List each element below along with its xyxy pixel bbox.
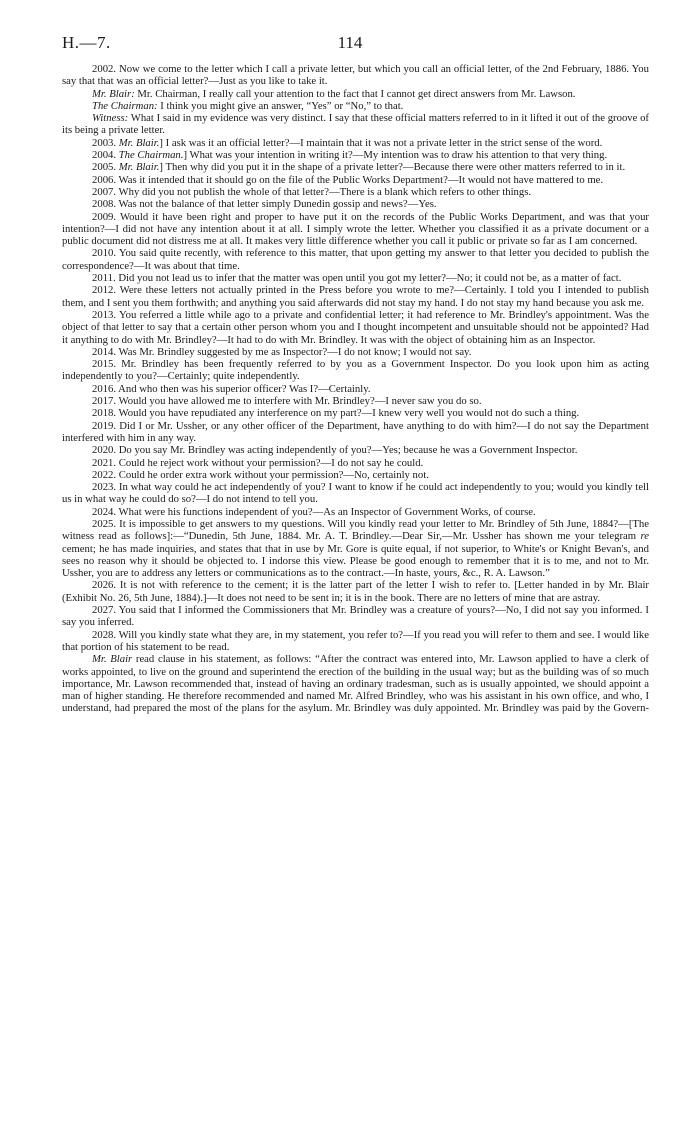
text-run: 2004.	[92, 149, 119, 162]
text-run: 2011. Did you not lead us to infer that the matter was open until you got my letter?—No; it could not be, as a matter of fact.	[92, 272, 622, 285]
paragraph	[62, 161, 649, 173]
text-run: I think you might give an answer, “Yes” or “No,” to that.	[157, 99, 404, 112]
italic-text: The Chairman.	[118, 149, 184, 162]
paragraph	[62, 579, 649, 604]
text-run: 2021. Could he reject work without your permission?—I do not say he could.	[92, 456, 424, 469]
text-run: 2006. Was it intended that it should go on the file of the Public Works Department?—It would not have mattered to me.	[92, 173, 604, 186]
text-run: 2023. In what way could he act independently of you? I want to know if he could act independently to you; would you kindly tell us in what way he could do so?—I do not intend to tell you.	[62, 481, 649, 506]
paragraph	[62, 518, 649, 579]
paragraph	[62, 481, 649, 506]
italic-text: Witness:	[92, 112, 129, 125]
text-run: 2010. You said quite recently, with reference to this matter, that upon getting my answer to that letter you decided to publish the correspondence?—It was about that time.	[62, 247, 649, 272]
text-run: 2020. Do you say Mr. Brindley was acting independently of you?—Yes; because he was a Government Inspector.	[92, 444, 578, 457]
text-run: 2005.	[92, 161, 119, 174]
paragraph	[62, 272, 649, 284]
text-run: 2028. Will you kindly state what they are, in my statement, you refer to?—If you read you will refer to them and see. I would like that portion of his statement to be read.	[62, 628, 649, 653]
text-run: What I said in my evidence was very distinct. I say that these official matters referred to in it lifted it out of the groove of its being a private letter.	[62, 112, 649, 137]
paragraph	[62, 186, 649, 198]
paragraph	[62, 420, 649, 445]
text-run: 2025. It is impossible to get answers to my questions. Will you kindly read your letter to Mr. Brindley of 5th June, 1884?—[The witness read as follows]:—“Dunedin, 5th June, 1884. Mr. A. T. Brindley.—Dear Sir,—Mr. Ussher has shown me your telegram	[62, 517, 649, 543]
text-run: 2008. Was not the balance of that letter simply Dunedin gossip and news?—Yes.	[92, 198, 437, 211]
paragraph	[62, 358, 649, 383]
page-header	[62, 33, 638, 55]
italic-text: Mr. Blair.	[118, 136, 160, 149]
italic-text: Mr. Blair:	[92, 87, 135, 100]
evidence-text	[62, 63, 649, 715]
text-run: 2017. Would you have allowed me to interfere with Mr. Brindley?—I never saw you do so.	[92, 395, 482, 408]
text-run: 2012. Were these letters not actually printed in the Press before you wrote to me?—Certainly. I told you I intended to publish them, and I sent you them forthwith; and anything you said afterwards did not stay my hand. I do not stay my hand because you ask me.	[62, 284, 649, 309]
text-run: 2022. Could he order extra work without your permission?—No, certainly not.	[92, 468, 429, 481]
paragraph	[62, 112, 649, 137]
paragraph	[62, 395, 649, 407]
paragraph	[62, 211, 649, 248]
paragraph	[62, 100, 649, 112]
paragraph	[62, 506, 649, 518]
paragraph	[62, 63, 649, 88]
italic-text: Mr. Blair.	[118, 161, 160, 174]
paragraph	[62, 407, 649, 419]
text-run: 2014. Was Mr. Brindley suggested by me as Inspector?—I do not know; I would not say.	[92, 345, 472, 358]
paragraph	[62, 383, 649, 395]
text-run: 2002. Now we come to the letter which I call a private letter, but which you call an official letter, of the 2nd February, 1886. You say that that was an official letter?—Just as you like to take it.	[62, 63, 649, 88]
document-reference: H.—7.	[62, 33, 111, 52]
text-run: 2009. Would it have been right and proper to have put it on the records of the Public Works Department, and was that your intention?—I did not have any intention about it at all. I simply wrote the letter. Whether you classified it as a private document or a public document did not distress me at all. It makes very little difference whether you call it public or private so far as I am concerned.	[62, 210, 649, 248]
text-run: 2019. Did I or Mr. Ussher, or any other officer of the Department, have anything to do with him?—I do not say the Department interfered with him in any way.	[62, 419, 649, 444]
paragraph	[62, 198, 649, 210]
paragraph	[62, 346, 649, 358]
paragraph	[62, 247, 649, 272]
paragraph	[62, 457, 649, 469]
text-run: Mr. Chairman, I really call your attention to the fact that I cannot get direct answers from Mr. Lawson.	[134, 87, 576, 100]
paragraph	[62, 444, 649, 456]
paragraph	[62, 88, 649, 100]
paragraph	[62, 629, 649, 654]
italic-text: Mr. Blair	[92, 653, 133, 666]
paragraph	[62, 284, 649, 309]
text-run: ] Then why did you put it in the shape of a private letter?—Because there were other matters referred to in it.	[159, 161, 626, 174]
text-run: 2026. It is not with reference to the cement; it is the latter part of the letter I wish to refer to. [Letter handed in by Mr. Blair (Exhibit No. 26, 5th June, 1884).]—It does not need to be sent in; it is in the book. There are no letters of mine that are astray.	[62, 579, 649, 604]
text-run: 2003.	[92, 136, 119, 149]
text-run: cement; he has made inquiries, and states that that in use by Mr. Gore is quite equal, if not superior, to White's or Knight Bevan's, and sees no reason why it should be objected to. I indorse this view. Please be good enough to remember that it is to me, and not to Mr. Ussher, you are to address any letters or communications as to the contract.—In haste, yours, &c., R. A. Lawson.”	[62, 542, 649, 580]
paragraph	[62, 149, 649, 161]
text-run: 2007. Why did you not publish the whole of that letter?—There is a blank which refers to other things.	[92, 185, 532, 198]
italic-text: re	[640, 530, 649, 543]
text-run: 2015. Mr. Brindley has been frequently referred to by you as a Government Inspector. Do you look upon him as acting independently to you?—Certainly; quite independently.	[62, 358, 649, 383]
text-run: 2013. You referred a little while ago to a private and confidential letter; it had reference to Mr. Brindley's appointment. Was the object of that letter to say that a certain other person whom you and I thought incompetent and unsuitable should not be appointed? Had it anything to do with Mr. Brindley?—It had to do with Mr. Brindley. It was with the object of obtaining him as an Inspector.	[62, 308, 649, 346]
text-run: ] I ask was it an official letter?—I maintain that it was not a private letter in the strict sense of the word.	[159, 136, 603, 149]
paragraph	[62, 309, 649, 346]
text-run: 2027. You said that I informed the Commissioners that Mr. Brindley was a creature of yours?—No, I did not say you informed. I say you inferred.	[62, 604, 649, 629]
paragraph	[62, 469, 649, 481]
paragraph	[62, 137, 649, 149]
page-number: 114	[337, 33, 363, 52]
text-run: read clause in his statement, as follows: “After the contract was entered into, Mr. Lawson applied to have a clerk of works appointed, to live on the ground and superintend the erection of the building in the usual way; but as the building was of so much importance, Mr. Lawson recommended that, instead of having an ordinary tradesman, such as is usually appointed, we should appoint a man of higher standing. He therefore recommended and named Mr. Alfred Brindley, who was his assistant in his own office, and who, I understand, had prepared the most of the plans for the asylum. Mr. Brindley was duly appointed. Mr. Brindley was paid by the Govern-	[62, 653, 649, 715]
italic-text: The Chairman:	[92, 99, 158, 112]
paragraph	[62, 653, 649, 714]
text-run: 2024. What were his functions independent of you?—As an Inspector of Government Works, of course.	[92, 505, 536, 518]
paragraph	[62, 604, 649, 629]
paragraph	[62, 174, 649, 186]
text-run: ] What was your intention in writing it?—My intention was to draw his attention to that very thing.	[183, 149, 608, 162]
text-run: 2016. And who then was his superior officer? Was I?—Certainly.	[92, 382, 371, 395]
text-run: 2018. Would you have repudiated any interference on my part?—I knew very well you would not do such a thing.	[92, 407, 580, 420]
